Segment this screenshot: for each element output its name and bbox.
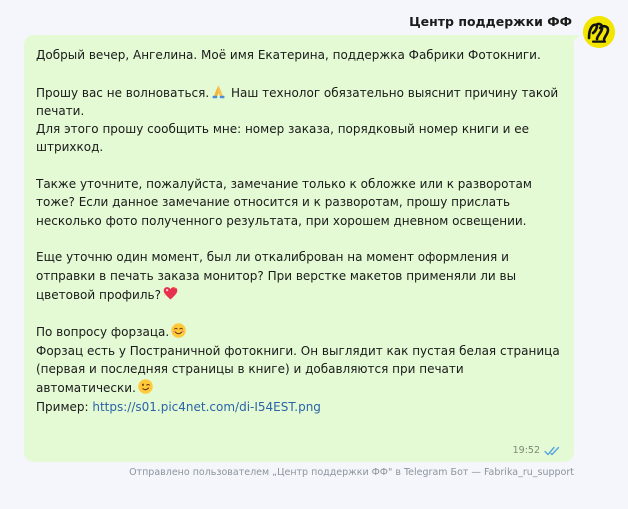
message-bubble <box>24 35 574 462</box>
message-text <box>36 46 564 416</box>
message-line: Форзац есть у Постраничной фотокниги. Он выглядит как пустая белая страница (первая и последняя страницы в книге) и добавляются при печати автоматически. <box>36 343 560 396</box>
message-meta <box>513 445 562 456</box>
example-link[interactable]: https://s01.pic4net.com/di-I54EST.png <box>92 399 321 414</box>
message-line: Также уточните, пожалуйста, замечание только к обложке или к разворотам тоже? Если данное замечание относится и к разворотам, прошу прислать несколько фото полученного результата, при хорошем дневном освещении. <box>36 177 532 228</box>
message-line: Пример: https://s01.pic4net.com/di-I54EST.png <box>36 399 321 414</box>
folded-hands-emoji <box>210 83 227 100</box>
bubble-tail <box>568 35 580 45</box>
heart-emoji <box>162 285 179 302</box>
message-line: Прошу вас не волноваться. Наш технолог обязательно выяснит причину такой печати. <box>36 83 564 121</box>
message-line: По вопросу форзаца. <box>36 322 564 341</box>
message-line: Для этого прошу сообщить мне: номер заказа, порядковый номер книги и ее штрихкод. <box>36 122 530 155</box>
message-time: 19:52 <box>512 445 540 456</box>
message-line: Добрый вечер, Ангелина. Моё имя Екатерина, поддержка Фабрики Фотокниги. <box>36 48 541 62</box>
footer-note: Отправлено пользователем „Центр поддержки ФФ" в Telegram Бот — Fabrika_ru_support <box>129 467 574 478</box>
winking-face-emoji <box>137 378 154 395</box>
sender-name: Центр поддержки ФФ <box>409 14 572 29</box>
avatar[interactable] <box>583 16 615 48</box>
double-check-icon <box>544 446 562 456</box>
message-line: Еще уточню один момент, был ли откалиброван на момент оформления и отправки в печать заказа монитор? При верстке макетов применяли ли вы цветовой профиль? <box>36 250 517 302</box>
fabrika-logo-icon <box>583 16 615 48</box>
smiling-face-emoji <box>170 322 187 339</box>
